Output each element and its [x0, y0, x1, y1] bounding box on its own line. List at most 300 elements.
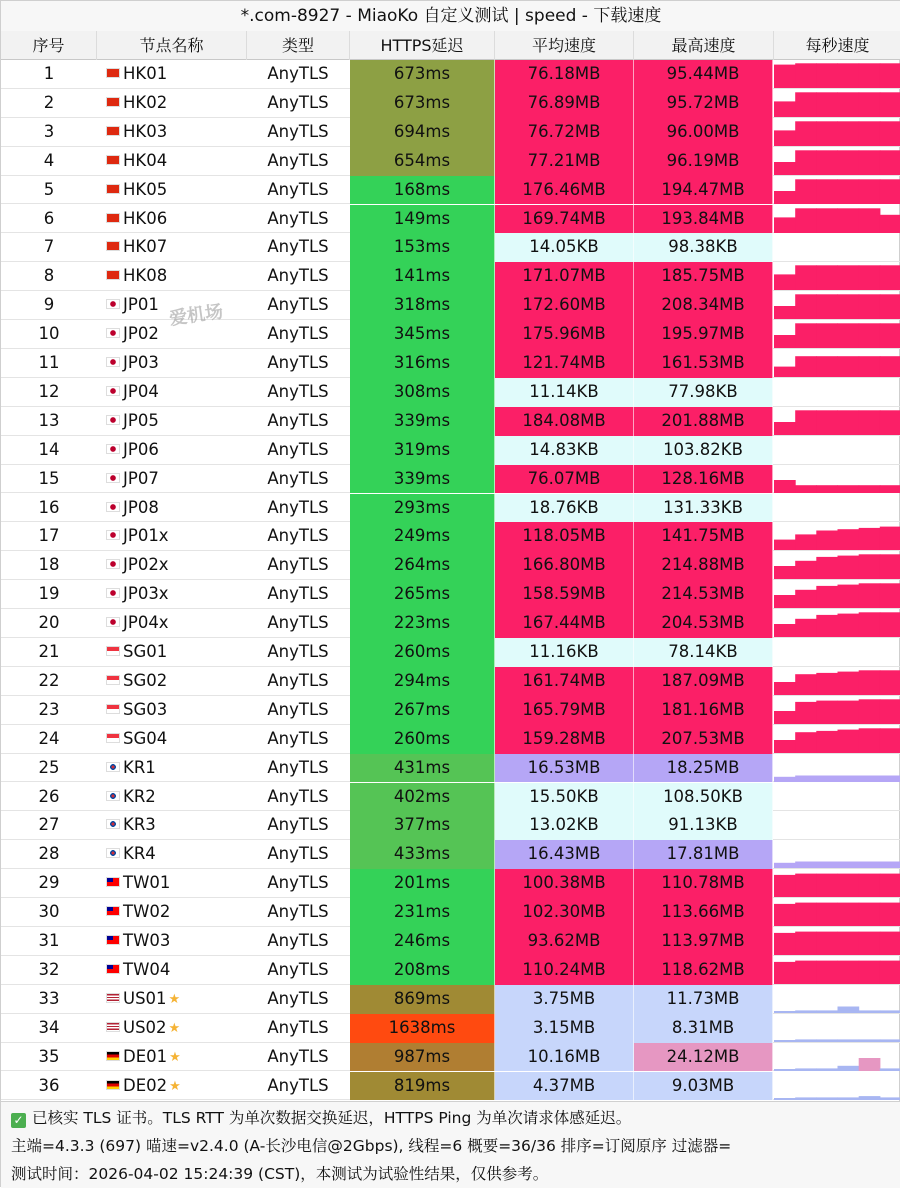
sparkline-bar [880, 862, 900, 869]
max-speed: 96.00MB [634, 118, 773, 147]
sparkline-bar [774, 101, 796, 117]
sparkline-bar [838, 614, 860, 637]
table-row [1, 840, 900, 869]
avg-speed: 158.59MB [495, 580, 634, 609]
https-latency: 339ms [350, 407, 495, 436]
per-second-speed-chart [774, 956, 900, 985]
https-latency: 208ms [350, 956, 495, 985]
sparkline-bar [859, 410, 881, 435]
node-name-cell [97, 465, 247, 494]
sparkline-bar [880, 92, 900, 117]
sparkline-bar [838, 92, 860, 117]
avg-speed: 169.74MB [495, 205, 634, 234]
node-name: JP03 [123, 353, 159, 372]
sparkline-bar [816, 179, 838, 204]
node-name: TW01 [123, 873, 171, 893]
per-second-speed-chart [774, 176, 900, 205]
row-index: 11 [38, 353, 60, 372]
sparkline-bar [816, 121, 838, 146]
https-latency: 819ms [350, 1072, 495, 1101]
node-type: AnyTLS [267, 1075, 329, 1095]
node-name: KR4 [123, 844, 156, 864]
sparkline-bar [774, 162, 796, 175]
table-row [1, 1072, 900, 1101]
sparkline-bar [859, 266, 881, 291]
avg-speed: 16.53MB [495, 754, 634, 783]
sparkline-bar [816, 531, 838, 551]
per-second-speed-chart [774, 436, 900, 465]
sparkline-bar [795, 1039, 817, 1042]
sparkline-bar [880, 903, 900, 926]
https-latency: 293ms [350, 494, 495, 523]
sparkline-bar [774, 217, 796, 233]
sparkline-bar [859, 1010, 881, 1013]
max-speed: 141.75MB [634, 522, 773, 551]
table-row [1, 494, 900, 523]
sparkline-bar [795, 619, 817, 637]
sparkline-bar [859, 874, 881, 897]
flag-de-icon [106, 1080, 120, 1090]
sparkline-bar [838, 960, 860, 983]
node-name: KR1 [123, 757, 156, 777]
sparkline-bar [859, 150, 881, 175]
sparkline-bar [859, 670, 881, 695]
table-header [1, 31, 900, 60]
per-second-speed-chart [774, 60, 900, 89]
sparkline-bar [816, 960, 838, 983]
https-latency: 267ms [350, 696, 495, 725]
sparkline-bar [880, 294, 900, 319]
row-index: 29 [38, 873, 60, 893]
node-name: HK06 [123, 208, 168, 228]
https-latency: 402ms [350, 783, 495, 812]
per-second-speed-chart [774, 811, 900, 840]
avg-speed: 161.74MB [495, 667, 634, 696]
node-type: AnyTLS [267, 959, 329, 979]
node-name: KR3 [123, 815, 156, 835]
sparkline-bar [880, 150, 900, 175]
per-second-speed-chart [774, 551, 900, 580]
row-index: 14 [38, 439, 60, 459]
per-second-speed-chart [774, 118, 900, 147]
flag-jp-icon [106, 299, 120, 309]
sparkline-bar [880, 874, 900, 897]
sparkline-bar [859, 528, 881, 550]
per-second-speed-chart [774, 1043, 900, 1072]
per-second-speed-chart [774, 1072, 900, 1101]
table-row [1, 118, 900, 147]
node-type: AnyTLS [267, 670, 329, 690]
sparkline-bar [774, 306, 796, 319]
sparkline-bar [838, 700, 860, 723]
max-speed: 118.62MB [634, 956, 773, 985]
sparkline-bar [838, 323, 860, 348]
node-name-cell [97, 349, 247, 378]
flag-hk-icon [106, 213, 120, 223]
avg-speed: 171.07MB [495, 262, 634, 291]
table-row [1, 580, 900, 609]
avg-speed: 76.89MB [495, 89, 634, 118]
node-name-cell [97, 840, 247, 869]
row-index: 17 [38, 526, 60, 546]
sparkline-bar [859, 121, 881, 146]
sparkline-svg [774, 89, 900, 117]
watermark: 爱机场 [168, 301, 225, 330]
sparkline-bar [774, 566, 796, 579]
row-index: 8 [43, 266, 55, 286]
row-index: 10 [38, 324, 60, 344]
https-latency: 654ms [350, 147, 495, 176]
sparkline-bar [774, 1098, 796, 1100]
node-type: AnyTLS [267, 324, 329, 344]
per-second-speed-chart [774, 1014, 900, 1043]
flag-sg-icon [106, 704, 120, 714]
row-index: 34 [38, 1017, 60, 1037]
flag-sg-icon [106, 733, 120, 743]
max-speed: 103.82KB [634, 436, 773, 465]
https-latency: 345ms [350, 320, 495, 349]
sparkline-bar [880, 323, 900, 348]
sparkline-svg [774, 407, 900, 435]
node-name: TW03 [123, 931, 171, 950]
https-latency: 246ms [350, 927, 495, 956]
sparkline-svg [774, 927, 900, 955]
flag-kr-icon [106, 848, 120, 858]
max-speed: 11.73MB [634, 985, 773, 1014]
per-second-speed-chart [774, 205, 900, 234]
node-name-cell [97, 60, 247, 89]
node-type: AnyTLS [267, 410, 329, 430]
header-avg-speed: 平均速度 [495, 31, 634, 60]
row-index: 16 [38, 497, 60, 517]
node-type: AnyTLS [267, 844, 329, 864]
sparkline-svg [774, 320, 900, 348]
sparkline-bar [774, 65, 796, 88]
sparkline-svg [774, 494, 900, 522]
node-name: HK08 [123, 266, 168, 286]
https-latency: 673ms [350, 89, 495, 118]
node-name: JP04 [123, 381, 159, 401]
flag-hk-icon [106, 97, 120, 107]
flag-hk-icon [106, 270, 120, 280]
node-name: US01 [123, 988, 167, 1008]
max-speed: 113.97MB [634, 927, 773, 956]
node-name: JP05 [123, 410, 159, 430]
max-speed: 204.53MB [634, 609, 773, 638]
star-icon: ★ [169, 1078, 181, 1094]
https-latency: 316ms [350, 349, 495, 378]
sparkline-bar [880, 775, 900, 782]
node-name: JP01 [123, 295, 159, 315]
sparkline-svg [774, 349, 900, 377]
table-row [1, 1043, 900, 1072]
avg-speed: 159.28MB [495, 725, 634, 754]
sparkline-bar [859, 356, 881, 377]
table-row [1, 898, 900, 927]
sparkline-bar [859, 294, 881, 319]
sparkline-svg [774, 233, 900, 261]
https-latency: 377ms [350, 811, 495, 840]
row-index: 20 [38, 613, 60, 633]
max-speed: 110.78MB [634, 869, 773, 898]
sparkline-bar [880, 728, 900, 753]
node-name: TW04 [123, 959, 171, 979]
max-speed: 91.13KB [634, 811, 773, 840]
https-latency: 260ms [350, 725, 495, 754]
sparkline-bar [795, 903, 817, 926]
table-row [1, 233, 900, 262]
sparkline-bar [838, 485, 860, 493]
sparkline-svg [774, 1072, 900, 1100]
node-name: JP02x [123, 555, 169, 575]
https-latency: 319ms [350, 436, 495, 465]
sparkline-bar [880, 214, 900, 232]
per-second-speed-chart [774, 233, 900, 262]
node-name: JP01x [123, 526, 169, 546]
node-name: JP04x [123, 613, 169, 633]
max-speed: 214.53MB [634, 580, 773, 609]
sparkline-bar [859, 485, 881, 493]
node-name: HK03 [123, 121, 168, 141]
node-type: AnyTLS [267, 497, 329, 517]
star-icon: ★ [169, 1049, 181, 1065]
table-row [1, 147, 900, 176]
node-name-cell [97, 898, 247, 927]
sparkline-bar [859, 555, 881, 580]
node-name: TW02 [123, 902, 171, 922]
table-row [1, 725, 900, 754]
https-latency: 168ms [350, 176, 495, 205]
node-type: AnyTLS [267, 988, 329, 1008]
row-index: 25 [38, 757, 60, 777]
sparkline-svg [774, 1043, 900, 1071]
avg-speed: 165.79MB [495, 696, 634, 725]
sparkline-bar [859, 92, 881, 117]
max-speed: 98.38KB [634, 233, 773, 262]
row-index: 19 [38, 584, 60, 604]
sparkline-bar [816, 615, 838, 637]
header-per-second-speed: 每秒速度 [805, 36, 870, 55]
sparkline-bar [859, 612, 881, 637]
sparkline-svg [774, 754, 900, 782]
sparkline-svg [774, 262, 900, 290]
row-index: 35 [38, 1046, 60, 1066]
sparkline-bar [774, 1011, 796, 1013]
row-index: 12 [38, 381, 60, 401]
sparkline-bar [838, 775, 860, 782]
row-index: 21 [38, 642, 60, 661]
row-index: 22 [38, 670, 60, 690]
sparkline-bar [859, 1096, 881, 1100]
avg-speed: 184.08MB [495, 407, 634, 436]
table-row [1, 262, 900, 291]
sparkline-bar [795, 874, 817, 897]
table-row [1, 349, 900, 378]
node-name-cell [97, 407, 247, 436]
sparkline-bar [838, 1065, 860, 1070]
sparkline-svg [774, 176, 900, 204]
row-index: 24 [38, 728, 60, 748]
star-icon: ★ [168, 1020, 181, 1036]
max-speed: 95.44MB [634, 60, 773, 89]
node-name: JP02 [123, 324, 159, 344]
row-index: 18 [38, 555, 60, 575]
table-row [1, 956, 900, 985]
sparkline-bar [838, 585, 860, 608]
max-speed: 96.19MB [634, 147, 773, 176]
node-name-cell [97, 494, 247, 523]
sparkline-bar [880, 121, 900, 146]
max-speed: 187.09MB [634, 667, 773, 696]
avg-speed: 4.37MB [495, 1072, 634, 1101]
node-name: HK05 [123, 179, 168, 199]
node-name: DE02 [123, 1075, 168, 1095]
flag-kr-icon [106, 762, 120, 772]
max-speed: 108.50KB [634, 783, 773, 812]
per-second-speed-chart [774, 696, 900, 725]
sparkline-bar [774, 191, 796, 204]
https-latency: 149ms [350, 205, 495, 234]
node-type: AnyTLS [267, 266, 329, 286]
sparkline-bar [838, 1006, 860, 1013]
table-row [1, 436, 900, 465]
row-index: 26 [38, 786, 60, 806]
node-type: AnyTLS [267, 381, 329, 401]
sparkline-bar [774, 904, 796, 926]
row-index: 23 [38, 699, 60, 719]
node-name-cell [97, 580, 247, 609]
sparkline-bar [816, 700, 838, 723]
sparkline-svg [774, 291, 900, 319]
header-type: 类型 [247, 31, 350, 60]
max-speed: 9.03MB [634, 1072, 773, 1101]
node-name: US02 [123, 1017, 167, 1037]
sparkline-bar [880, 1068, 900, 1071]
table-row [1, 609, 900, 638]
https-latency: 869ms [350, 985, 495, 1014]
sparkline-bar [795, 732, 817, 753]
avg-speed: 77.21MB [495, 147, 634, 176]
sparkline-svg [774, 465, 900, 493]
sparkline-bar [795, 208, 817, 233]
https-latency: 433ms [350, 840, 495, 869]
node-name: HK01 [123, 64, 168, 83]
sparkline-bar [774, 480, 796, 493]
node-name: KR2 [123, 786, 156, 806]
sparkline-bar [838, 121, 860, 146]
header-node-name: 节点名称 [97, 31, 247, 60]
node-name-cell [97, 927, 247, 956]
https-latency: 201ms [350, 869, 495, 898]
avg-speed: 167.44MB [495, 609, 634, 638]
https-latency: 264ms [350, 551, 495, 580]
sparkline-bar [880, 583, 900, 608]
sparkline-bar [838, 903, 860, 926]
node-name-cell [97, 754, 247, 783]
https-latency: 694ms [350, 118, 495, 147]
max-speed: 161.53MB [634, 349, 773, 378]
https-latency: 339ms [350, 465, 495, 494]
https-latency: 141ms [350, 262, 495, 291]
max-speed: 208.34MB [634, 291, 773, 320]
sparkline-bar [859, 1058, 881, 1071]
node-name-cell [97, 696, 247, 725]
max-speed: 181.16MB [634, 696, 773, 725]
max-speed: 18.25MB [634, 754, 773, 783]
sparkline-bar [774, 1069, 796, 1071]
sparkline-bar [838, 150, 860, 175]
node-name: JP08 [123, 497, 159, 517]
sparkline-bar [795, 179, 817, 204]
sparkline-bar [859, 932, 881, 955]
row-index: 3 [43, 121, 55, 141]
sparkline-bar [838, 63, 860, 88]
sparkline-bar [795, 1068, 817, 1071]
avg-speed: 3.75MB [495, 985, 634, 1014]
sparkline-svg [774, 696, 900, 724]
avg-speed: 14.83KB [495, 436, 634, 465]
node-name-cell [97, 262, 247, 291]
table-row [1, 1014, 900, 1043]
avg-speed: 102.30MB [495, 898, 634, 927]
sparkline-bar [838, 729, 860, 752]
sparkline-bar [880, 527, 900, 550]
row-index: 30 [38, 902, 60, 922]
max-speed: 185.75MB [634, 262, 773, 291]
max-speed: 214.88MB [634, 551, 773, 580]
sparkline-bar [816, 932, 838, 955]
header-max-speed: 最高速度 [634, 31, 774, 60]
per-second-speed-chart [774, 927, 900, 956]
sparkline-bar [816, 586, 838, 608]
table-row [1, 291, 900, 320]
node-name-cell [97, 725, 247, 754]
max-speed: 194.47MB [634, 176, 773, 205]
per-second-speed-chart [774, 378, 900, 407]
flag-jp-icon [106, 588, 120, 598]
sparkline-bar [859, 775, 881, 782]
table-row [1, 869, 900, 898]
node-name-cell [97, 89, 247, 118]
sparkline-bar [774, 367, 796, 377]
sparkline-bar [816, 485, 838, 493]
flag-us-icon [106, 1022, 120, 1032]
table-row [1, 811, 900, 840]
avg-speed: 14.05KB [495, 233, 634, 262]
table-row [1, 407, 900, 436]
sparkline-bar [838, 874, 860, 897]
max-speed: 207.53MB [634, 725, 773, 754]
sparkline-bar [859, 960, 881, 983]
sparkline-bar [816, 63, 838, 88]
node-name-cell [97, 1014, 247, 1043]
max-speed: 128.16MB [634, 465, 773, 494]
sparkline-bar [838, 862, 860, 869]
sparkline-bar [880, 1010, 900, 1013]
sparkline-bar [816, 673, 838, 695]
max-speed: 95.72MB [634, 89, 773, 118]
node-type: AnyTLS [267, 295, 329, 315]
node-name: JP07 [123, 468, 159, 488]
per-second-speed-chart [774, 147, 900, 176]
avg-speed: 76.72MB [495, 118, 634, 147]
sparkline-svg [774, 869, 900, 897]
table-row [1, 320, 900, 349]
node-name: JP06 [123, 439, 159, 459]
sparkline-svg [774, 609, 900, 637]
table-row [1, 667, 900, 696]
per-second-speed-chart [774, 494, 900, 523]
